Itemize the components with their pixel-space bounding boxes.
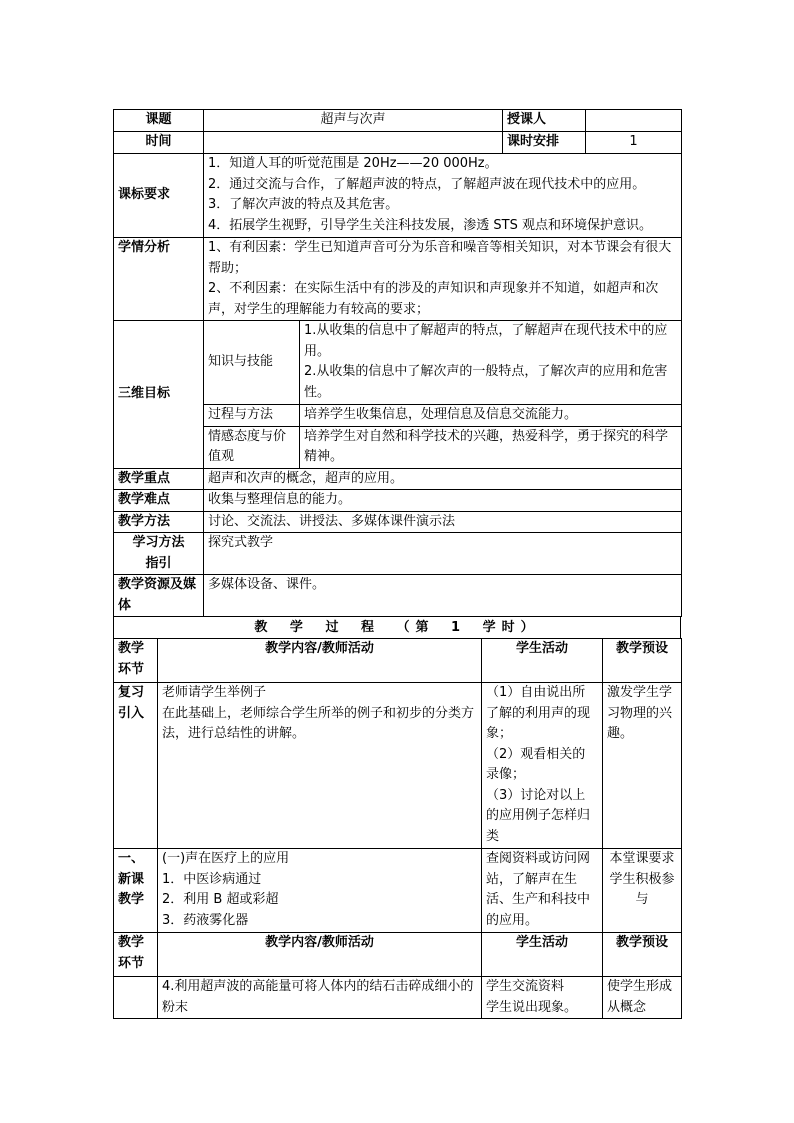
header-student: 学生活动 — [482, 639, 603, 683]
new-lesson-content-4: 3．药液雾化器 — [162, 912, 249, 928]
topic-value: 超声与次声 — [204, 110, 503, 132]
review-expect: 激发学生学习物理的兴趣。 — [603, 683, 682, 849]
analysis-p2: 2、不利因素：在实际生活中有的涉及的声知识和声现象并不知道，如超声和次声，对学生的理解能力有较高的要求； — [208, 281, 659, 317]
review-student-3: （3）讨论对以上的应用例子怎样归类 — [486, 787, 591, 844]
review-student-1: （1）自由说出所了解的利用声的现象； — [486, 685, 591, 741]
review-content — [158, 683, 482, 849]
new-lesson-content-1: (一)声在医疗上的应用 — [162, 851, 290, 866]
review-student-2: （2）观看相关的录像； — [486, 746, 586, 782]
review-stage: 复习引入 — [114, 683, 158, 849]
last-row-stage — [114, 977, 158, 1019]
lesson-info-table — [113, 109, 682, 617]
key-point-value: 超声和次声的概念，超声的应用。 — [204, 468, 682, 490]
difficulty-label: 教学难点 — [114, 490, 204, 512]
time-value — [204, 132, 503, 154]
header-expect: 教学预设 — [603, 639, 682, 683]
goals-label: 三维目标 — [114, 321, 204, 469]
periods-label: 课时安排 — [503, 132, 586, 154]
new-lesson-content-3: 2．利用 B 超或彩超 — [162, 892, 279, 907]
new-lesson-stage: 一、新课教学 — [114, 849, 158, 933]
method-label: 教学方法 — [114, 511, 204, 533]
time-label: 时间 — [114, 132, 204, 154]
analysis-label: 学情分析 — [114, 238, 204, 321]
emotion-label: 情感态度与价值观 — [204, 426, 300, 468]
resources-label: 教学资源及媒体 — [114, 575, 204, 617]
header-student-repeat: 学生活动 — [482, 933, 603, 977]
method-value: 讨论、交流法、讲授法、多媒体课件演示法 — [204, 511, 682, 533]
emotion-value: 培养学生对自然和科学技术的兴趣，热爱科学，勇于探究的科学精神。 — [300, 426, 682, 468]
standards-content — [204, 154, 682, 238]
new-lesson-expect: 本堂课要求学生积极参与 — [603, 849, 682, 933]
new-lesson-student: 查阅资料或访问网站，了解声在生活、生产和科技中的应用。 — [482, 849, 603, 933]
last-row-student-1: 学生交流资料 — [486, 979, 565, 994]
topic-label: 课题 — [114, 110, 204, 132]
teacher-label: 授课人 — [503, 110, 586, 132]
new-lesson-content-2: 1．中医诊病通过 — [162, 871, 262, 887]
analysis-p1: 1、有利因素：学生已知道声音可分为乐音和噪音等相关知识，对本节课会有很大帮助； — [208, 240, 672, 276]
standards-line: 3．了解次声波的特点及其危害。 — [208, 197, 399, 212]
header-stage-repeat: 教学环节 — [114, 933, 158, 977]
standards-line: 2．通过交流与合作，了解超声波的特点，了解超声波在现代技术中的应用。 — [208, 176, 646, 192]
process-title: 教 学 过 程 （第 1 学时） — [113, 617, 681, 638]
standards-line: 4．拓展学生视野，引导学生关注科技发展，渗透 STS 观点和环境保护意识。 — [208, 217, 652, 233]
knowledge-content — [300, 321, 682, 405]
resources-value: 多媒体设备、课件。 — [204, 575, 682, 617]
study-value: 探究式教学 — [204, 533, 682, 575]
header-content-repeat: 教学内容/教师活动 — [158, 933, 482, 977]
teaching-process-table — [113, 638, 682, 1019]
review-content-1: 老师请学生举例子 — [162, 685, 267, 700]
periods-value: 1 — [586, 132, 682, 154]
review-student — [482, 683, 603, 849]
analysis-content — [204, 238, 682, 321]
review-content-2: 在此基础上，老师综合学生所举的例子和初步的分类方法，进行总结性的讲解。 — [162, 705, 475, 741]
header-expect-repeat: 教学预设 — [603, 933, 682, 977]
process-label: 过程与方法 — [204, 405, 300, 427]
key-point-label: 教学重点 — [114, 468, 204, 490]
knowledge-2: 2.从收集的信息中了解次声的一般特点，了解次声的应用和危害性。 — [304, 364, 668, 400]
difficulty-value: 收集与整理信息的能力。 — [204, 490, 682, 512]
standards-label: 课标要求 — [114, 154, 204, 238]
knowledge-label: 知识与技能 — [204, 321, 300, 405]
standards-line: 1．知道人耳的听觉范围是 20Hz——20 000Hz。 — [208, 156, 498, 171]
new-lesson-content — [158, 849, 482, 933]
process-value: 培养学生收集信息，处理信息及信息交流能力。 — [300, 405, 682, 427]
knowledge-1: 1.从收集的信息中了解超声的特点，了解超声在现代技术中的应用。 — [304, 323, 668, 359]
last-row-student-2: 学生说出现象。 — [486, 999, 578, 1015]
header-content: 教学内容/教师活动 — [158, 639, 482, 683]
study-label: 学习方法指引 — [114, 533, 204, 575]
last-row-expect: 使学生形成从概念 — [603, 977, 682, 1019]
last-row-content: 4.利用超声波的高能量可将人体内的结石击碎成细小的粉末 — [158, 977, 482, 1019]
teacher-value — [586, 110, 682, 132]
last-row-student — [482, 977, 603, 1019]
header-stage: 教学环节 — [114, 639, 158, 683]
